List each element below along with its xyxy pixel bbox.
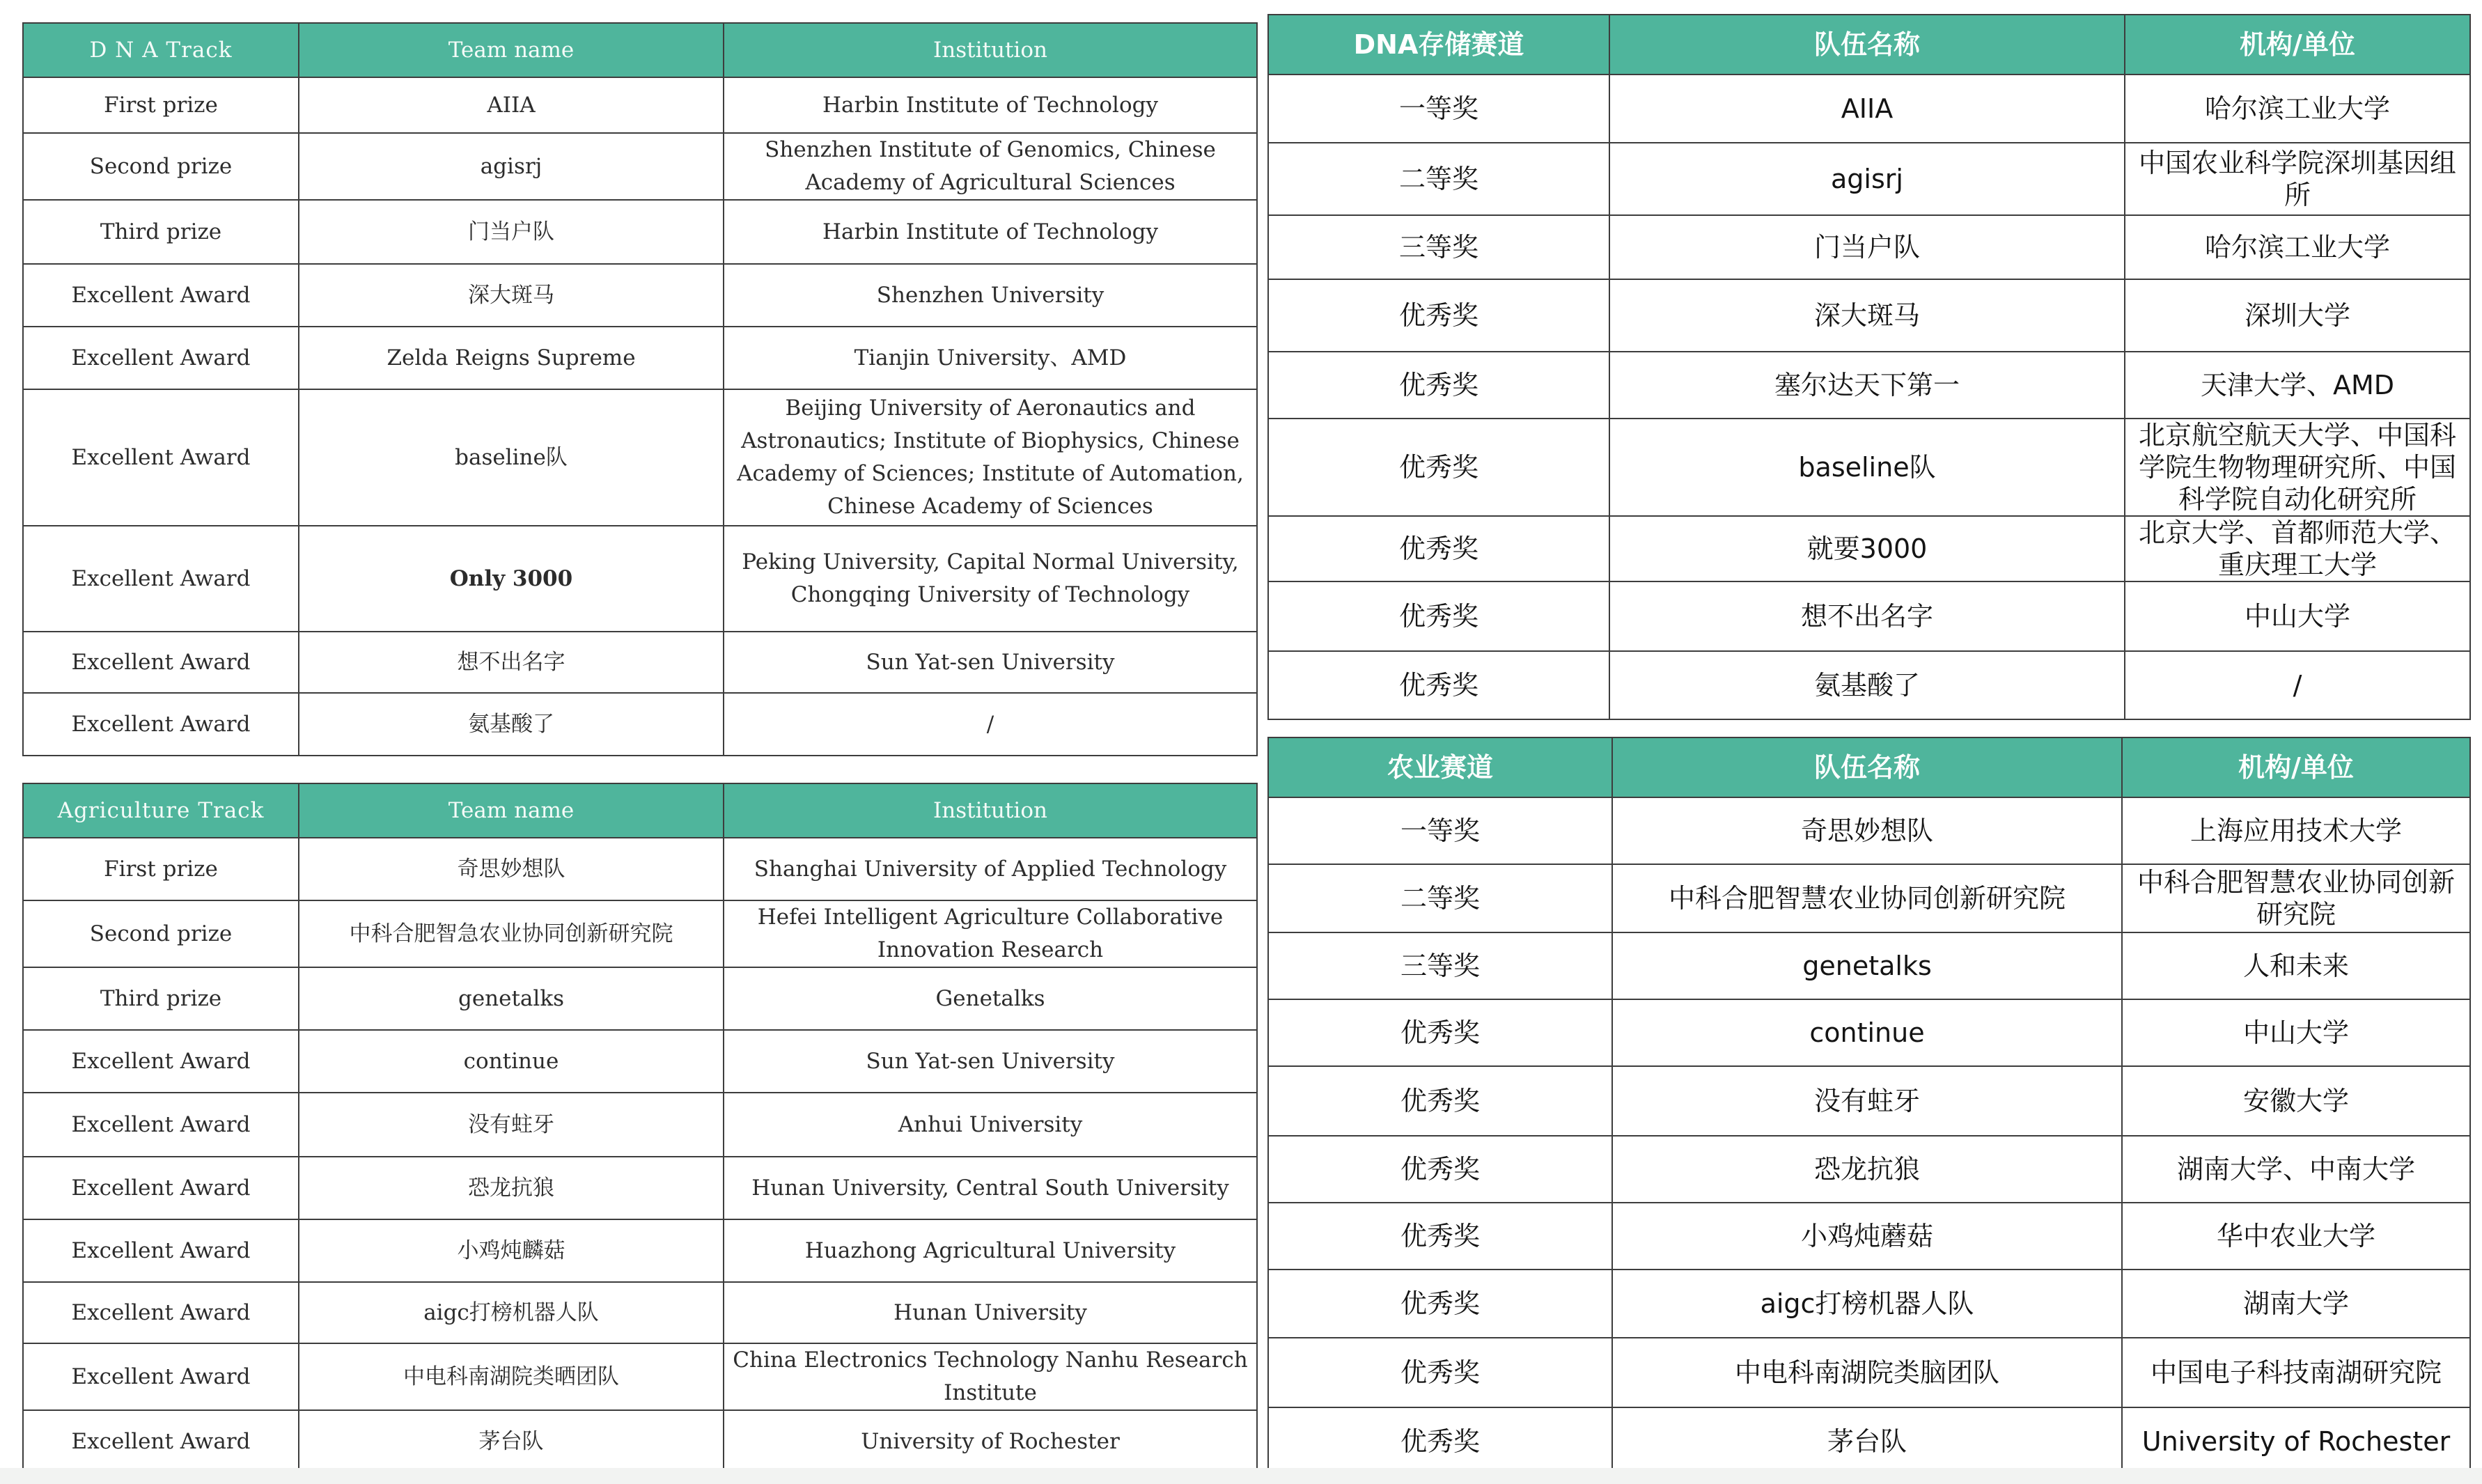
column-header: 农业赛道 (1268, 737, 1612, 797)
column-header: 队伍名称 (1609, 15, 2125, 75)
team-name-cell: aigc打榜机器人队 (299, 1282, 724, 1343)
table-row (1268, 1136, 2470, 1203)
agr-zh-table (1267, 737, 2471, 1476)
institution-cell: 人和未来 (2122, 932, 2470, 999)
table-row (23, 77, 1257, 133)
institution-cell: Tianjin University、AMD (724, 327, 1257, 389)
institution-cell: China Electronics Technology Nanhu Research Institute (724, 1343, 1257, 1410)
table-row (1268, 352, 2470, 419)
institution-cell: Hefei Intelligent Agriculture Collaborative Innovation Research (724, 900, 1257, 967)
team-name-cell: continue (1612, 999, 2122, 1066)
table-row (23, 1410, 1257, 1473)
dna-zh-table (1267, 14, 2471, 720)
award-cell: 优秀奖 (1268, 1338, 1612, 1407)
award-cell: Excellent Award (23, 1282, 299, 1343)
award-cell: Excellent Award (23, 389, 299, 526)
award-cell: Excellent Award (23, 526, 299, 632)
team-name-cell: Zelda Reigns Supreme (299, 327, 724, 389)
column-header: 机构/单位 (2125, 15, 2470, 75)
column-header: Institution (724, 23, 1257, 77)
team-name-cell: 奇思妙想队 (1612, 797, 2122, 864)
award-cell: 优秀奖 (1268, 999, 1612, 1066)
team-name-cell: 恐龙抗狼 (299, 1157, 724, 1219)
team-name-cell: 中电科南湖院类脑团队 (1612, 1338, 2122, 1407)
institution-cell: University of Rochester (724, 1410, 1257, 1473)
agr-en-table (22, 783, 1258, 1474)
institution-cell: 北京大学、首都师范大学、重庆理工大学 (2125, 516, 2470, 581)
header-row (1268, 737, 2470, 797)
award-cell: Excellent Award (23, 327, 299, 389)
institution-cell: 中山大学 (2125, 581, 2470, 651)
team-name-cell: agisrj (1609, 143, 2125, 215)
institution-cell: 中科合肥智慧农业协同创新研究院 (2122, 864, 2470, 932)
award-cell: 优秀奖 (1268, 352, 1609, 419)
institution-cell: 哈尔滨工业大学 (2125, 75, 2470, 143)
table-row (1268, 75, 2470, 143)
team-name-cell: 茅台队 (299, 1410, 724, 1473)
dna-en-table (22, 22, 1258, 756)
award-cell: 优秀奖 (1268, 1203, 1612, 1270)
institution-cell: 天津大学、AMD (2125, 352, 2470, 419)
team-name-cell: AIIA (299, 77, 724, 133)
institution-cell: Huazhong Agricultural University (724, 1219, 1257, 1282)
table-row (23, 900, 1257, 967)
table-row (23, 264, 1257, 327)
team-name-cell: 塞尔达天下第一 (1609, 352, 2125, 419)
team-name-cell: 奇思妙想队 (299, 838, 724, 900)
institution-cell: Peking University, Capital Normal University, Chongqing University of Technology (724, 526, 1257, 632)
table-row (23, 967, 1257, 1030)
award-cell: 优秀奖 (1268, 1136, 1612, 1203)
table-row (23, 1093, 1257, 1157)
award-cell: 优秀奖 (1268, 279, 1609, 352)
team-name-cell: 想不出名字 (1609, 581, 2125, 651)
award-cell: Second prize (23, 900, 299, 967)
column-header: 队伍名称 (1612, 737, 2122, 797)
team-name-cell: 小鸡炖蘑菇 (1612, 1203, 2122, 1270)
institution-cell: / (724, 693, 1257, 756)
team-name-cell: 就要3000 (1609, 516, 2125, 581)
institution-cell: 北京航空航天大学、中国科学院生物物理研究所、中国科学院自动化研究所 (2125, 419, 2470, 516)
award-cell: Excellent Award (23, 1030, 299, 1093)
institution-cell: Harbin Institute of Technology (724, 77, 1257, 133)
header-row (23, 23, 1257, 77)
award-cell: 二等奖 (1268, 143, 1609, 215)
header-row (23, 783, 1257, 838)
team-name-cell: 深大斑马 (299, 264, 724, 327)
team-name-cell: 深大斑马 (1609, 279, 2125, 352)
table-row (23, 526, 1257, 632)
award-cell: 优秀奖 (1268, 1407, 1612, 1476)
award-cell: Excellent Award (23, 1157, 299, 1219)
table-row (23, 1343, 1257, 1410)
institution-cell: Harbin Institute of Technology (724, 200, 1257, 264)
column-header: Team name (299, 23, 724, 77)
team-name-cell: agisrj (299, 133, 724, 200)
institution-cell: 中山大学 (2122, 999, 2470, 1066)
award-cell: 优秀奖 (1268, 1270, 1612, 1338)
award-cell: 优秀奖 (1268, 419, 1609, 516)
team-name-cell: AIIA (1609, 75, 2125, 143)
institution-cell: 湖南大学、中南大学 (2122, 1136, 2470, 1203)
table-row (1268, 932, 2470, 999)
institution-cell: 中国电子科技南湖研究院 (2122, 1338, 2470, 1407)
award-cell: Second prize (23, 133, 299, 200)
table-row (23, 838, 1257, 900)
institution-cell: Shenzhen Institute of Genomics, Chinese Academy of Agricultural Sciences (724, 133, 1257, 200)
table-row (23, 1282, 1257, 1343)
table-row (1268, 999, 2470, 1066)
table-row (1268, 1066, 2470, 1136)
table-row (1268, 215, 2470, 279)
table-row (23, 1030, 1257, 1093)
award-cell: Excellent Award (23, 1093, 299, 1157)
institution-cell: Shanghai University of Applied Technology (724, 838, 1257, 900)
institution-cell: Hunan University (724, 1282, 1257, 1343)
table-row (23, 327, 1257, 389)
institution-cell: University of Rochester (2122, 1407, 2470, 1476)
table-row (23, 632, 1257, 693)
institution-cell: 华中农业大学 (2122, 1203, 2470, 1270)
agriculture-track-table-en (22, 783, 1256, 1474)
award-cell: 优秀奖 (1268, 516, 1609, 581)
award-cell: 三等奖 (1268, 215, 1609, 279)
institution-cell: Sun Yat-sen University (724, 632, 1257, 693)
dna-track-table-zh (1267, 14, 2469, 720)
table-row (23, 1157, 1257, 1219)
award-cell: Excellent Award (23, 632, 299, 693)
award-cell: 优秀奖 (1268, 1066, 1612, 1136)
institution-cell: Shenzhen University (724, 264, 1257, 327)
table-row (23, 389, 1257, 526)
team-name-cell: 没有蛀牙 (1612, 1066, 2122, 1136)
award-cell: 一等奖 (1268, 797, 1612, 864)
team-name-cell: 恐龙抗狼 (1612, 1136, 2122, 1203)
institution-cell: 中国农业科学院深圳基因组所 (2125, 143, 2470, 215)
institution-cell: / (2125, 651, 2470, 719)
table-row (1268, 279, 2470, 352)
award-cell: Excellent Award (23, 1343, 299, 1410)
team-name-cell: 门当户队 (299, 200, 724, 264)
institution-cell: Beijing University of Aeronautics and Astronautics; Institute of Biophysics, Chinese Academy of Sciences; Institute of Automation, Chinese Academy of Sciences (724, 389, 1257, 526)
team-name-cell: 门当户队 (1609, 215, 2125, 279)
award-cell: 三等奖 (1268, 932, 1612, 999)
agriculture-track-table-zh (1267, 737, 2469, 1476)
institution-cell: Hunan University, Central South University (724, 1157, 1257, 1219)
table-row (1268, 143, 2470, 215)
column-header: Team name (299, 783, 724, 838)
team-name-cell: 想不出名字 (299, 632, 724, 693)
table-row (23, 1219, 1257, 1282)
award-cell: First prize (23, 77, 299, 133)
team-name-cell: 氨基酸了 (1609, 651, 2125, 719)
award-cell: 优秀奖 (1268, 581, 1609, 651)
team-name-cell: 中科合肥智急农业协同创新研究院 (299, 900, 724, 967)
award-cell: Third prize (23, 200, 299, 264)
dna-track-table-en (22, 22, 1256, 756)
table-row (1268, 581, 2470, 651)
institution-cell: Sun Yat-sen University (724, 1030, 1257, 1093)
table-row (1268, 516, 2470, 581)
award-cell: First prize (23, 838, 299, 900)
bottom-edge (0, 1468, 2482, 1484)
header-row (1268, 15, 2470, 75)
team-name-cell: 氨基酸了 (299, 693, 724, 756)
table-row (1268, 864, 2470, 932)
award-cell: 优秀奖 (1268, 651, 1609, 719)
table-row (1268, 1270, 2470, 1338)
column-header: Institution (724, 783, 1257, 838)
table-row (1268, 651, 2470, 719)
table-row (1268, 419, 2470, 516)
table-row (23, 133, 1257, 200)
column-header: Agriculture Track (23, 783, 299, 838)
institution-cell: 上海应用技术大学 (2122, 797, 2470, 864)
institution-cell: 哈尔滨工业大学 (2125, 215, 2470, 279)
team-name-cell: 中科合肥智慧农业协同创新研究院 (1612, 864, 2122, 932)
team-name-cell: 中电科南湖院类晒团队 (299, 1343, 724, 1410)
team-name-cell: aigc打榜机器人队 (1612, 1270, 2122, 1338)
team-name-cell: genetalks (1612, 932, 2122, 999)
table-row (1268, 1407, 2470, 1476)
table-row (1268, 1338, 2470, 1407)
team-name-cell: 茅台队 (1612, 1407, 2122, 1476)
column-header: 机构/单位 (2122, 737, 2470, 797)
table-row (1268, 797, 2470, 864)
team-name-cell: continue (299, 1030, 724, 1093)
award-cell: Excellent Award (23, 264, 299, 327)
institution-cell: 深圳大学 (2125, 279, 2470, 352)
award-cell: 二等奖 (1268, 864, 1612, 932)
column-header: D N A Track (23, 23, 299, 77)
award-cell: Excellent Award (23, 693, 299, 756)
award-cell: 一等奖 (1268, 75, 1609, 143)
column-header: DNA存储赛道 (1268, 15, 1609, 75)
table-row (1268, 1203, 2470, 1270)
award-cell: Third prize (23, 967, 299, 1030)
award-cell: Excellent Award (23, 1219, 299, 1282)
table-row (23, 693, 1257, 756)
institution-cell: 安徽大学 (2122, 1066, 2470, 1136)
institution-cell: Anhui University (724, 1093, 1257, 1157)
team-name-cell: genetalks (299, 967, 724, 1030)
institution-cell: Genetalks (724, 967, 1257, 1030)
team-name-cell: 没有蛀牙 (299, 1093, 724, 1157)
team-name-cell: 小鸡炖麟菇 (299, 1219, 724, 1282)
team-name-cell: Only 3000 (299, 526, 724, 632)
team-name-cell: baseline队 (1609, 419, 2125, 516)
institution-cell: 湖南大学 (2122, 1270, 2470, 1338)
table-row (23, 200, 1257, 264)
award-cell: Excellent Award (23, 1410, 299, 1473)
team-name-cell: baseline队 (299, 389, 724, 526)
